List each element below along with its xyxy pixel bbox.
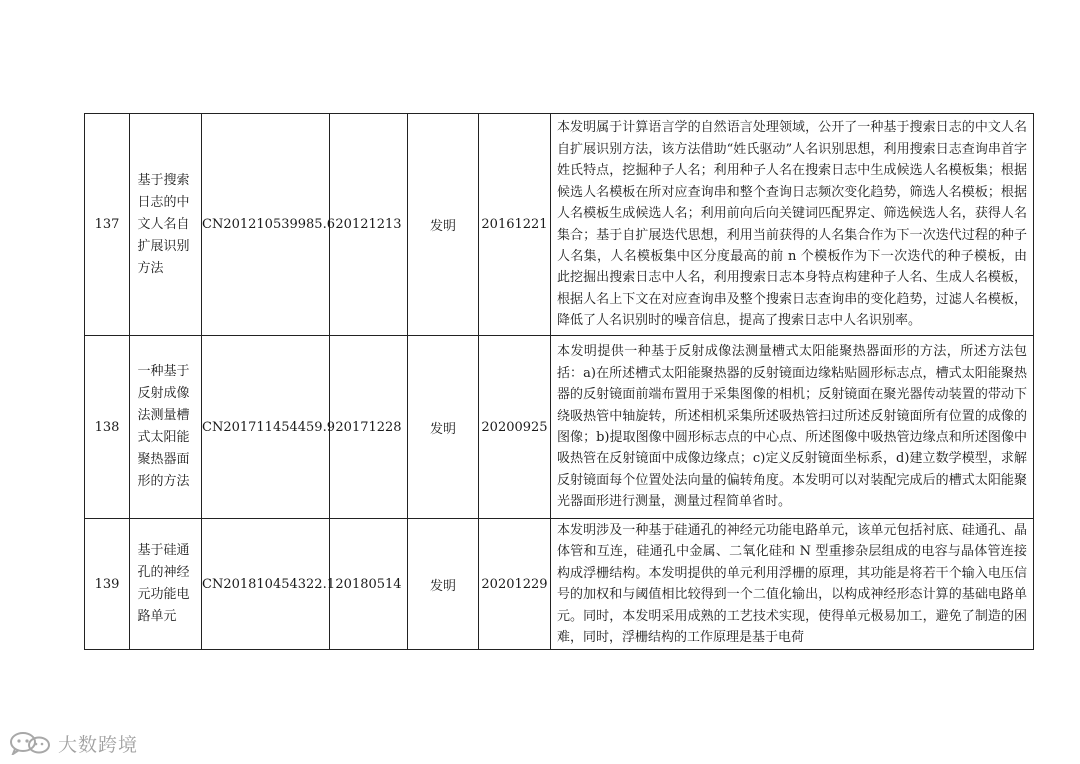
patent-type: 发明 bbox=[408, 519, 479, 650]
publication-date: 20200925 bbox=[479, 336, 551, 519]
patent-abstract: 本发明提供一种基于反射成像法测量槽式太阳能聚热器面形的方法，所述方法包括：a)在所述槽式太阳能聚热器的反射镜面边缘粘贴圆形标志点，槽式太阳能聚热器的反射镜面前端布置用于采集图像的相机；反射镜面在聚光器传动装置的带动下绕吸热管中轴旋转，所述相机采集所述吸热管扫过所述反射镜面所有位置的成像的图像；b)提取图像中圆形标志点的中心点、所述图像中吸热管边缘点和所述图像中吸热管在反射镜面中成像边缘点；c)定义反射镜面坐标系，d)建立数学模型，求解反射镜面每个位置处法向量的偏转角度。本发明可以对装配完成后的槽式太阳能聚光器面形进行测量，测量过程简单省时。 bbox=[551, 336, 1034, 519]
watermark-text: 大数跨境 bbox=[58, 733, 139, 756]
patent-title-cell bbox=[130, 114, 202, 336]
table-row bbox=[85, 336, 1034, 519]
patent-abstract: 本发明涉及一种基于硅通孔的神经元功能电路单元，该单元包括衬底、硅通孔、晶体管和互连，硅通孔中金属、二氧化硅和 N 型重掺杂层组成的电容与晶体管连接构成浮栅结构。本发明提供的单元利用浮栅的原理，其功能是将若干个输入电压信号的加权和与阈值相比较得到一个二值化输出，以构成神经形态计算的基础电路单元。同时，本发明采用成熟的工艺技术实现，使得单元极易加工，避免了制造的困难，同时，浮栅结构的工作原理是基于电荷 bbox=[551, 519, 1034, 650]
patent-type: 发明 bbox=[408, 336, 479, 519]
patent-title-cell bbox=[130, 519, 202, 650]
watermark bbox=[8, 729, 138, 757]
row-number: 138 bbox=[85, 336, 130, 519]
row-number: 137 bbox=[85, 114, 130, 336]
table-row bbox=[85, 114, 1034, 336]
row-number: 139 bbox=[85, 519, 130, 650]
patent-abstract: 本发明属于计算语言学的自然语言处理领域，公开了一种基于搜索日志的中文人名自扩展识别方法，该方法借助“姓氏驱动”人名识别思想，利用搜索日志查询串首字姓氏特点，挖掘种子人名；利用种子人名在搜索日志中生成候选人名模板集；根据候选人名模板在所对应查询串和整个查询日志频次变化趋势，筛选人名模板；根据人名模板生成候选人名；利用前向后向关键词匹配界定、筛选候选人名，获得人名集合；基于自扩展迭代思想，利用当前获得的人名集合作为下一次迭代过程的种子人名集，人名模板集中区分度最高的前 n 个模板作为下一次迭代的种子模板，由此挖掘出搜索日志中人名，利用搜索日志本身特点构建种子人名、生成人名模板，根据人名上下文在对应查询串及整个搜索日志查询串的变化趋势，过滤人名模板，降低了人名识别时的噪音信息，提高了搜索日志中人名识别率。 bbox=[551, 114, 1034, 336]
patent-table bbox=[84, 113, 1034, 650]
publication-date: 20161221 bbox=[479, 114, 551, 336]
application-date: 20121213 bbox=[330, 114, 408, 336]
patent-title: 基于硅通孔的神经元功能电路单元 bbox=[137, 543, 190, 625]
patent-type: 发明 bbox=[408, 114, 479, 336]
patent-title: 一种基于反射成像法测量槽式太阳能聚热器面形的方法 bbox=[137, 364, 190, 489]
application-date: 20180514 bbox=[330, 519, 408, 650]
application-date: 20171228 bbox=[330, 336, 408, 519]
application-number: CN201810454322.1 bbox=[202, 519, 330, 650]
patent-title: 基于搜索日志的中文人名自扩展识别方法 bbox=[137, 172, 190, 276]
table-row bbox=[85, 519, 1034, 650]
wechat-logo-icon bbox=[8, 731, 52, 755]
application-number: CN201210539985.6 bbox=[202, 114, 330, 336]
application-number: CN201711454459.9 bbox=[202, 336, 330, 519]
patent-title-cell bbox=[130, 336, 202, 519]
publication-date: 20201229 bbox=[479, 519, 551, 650]
